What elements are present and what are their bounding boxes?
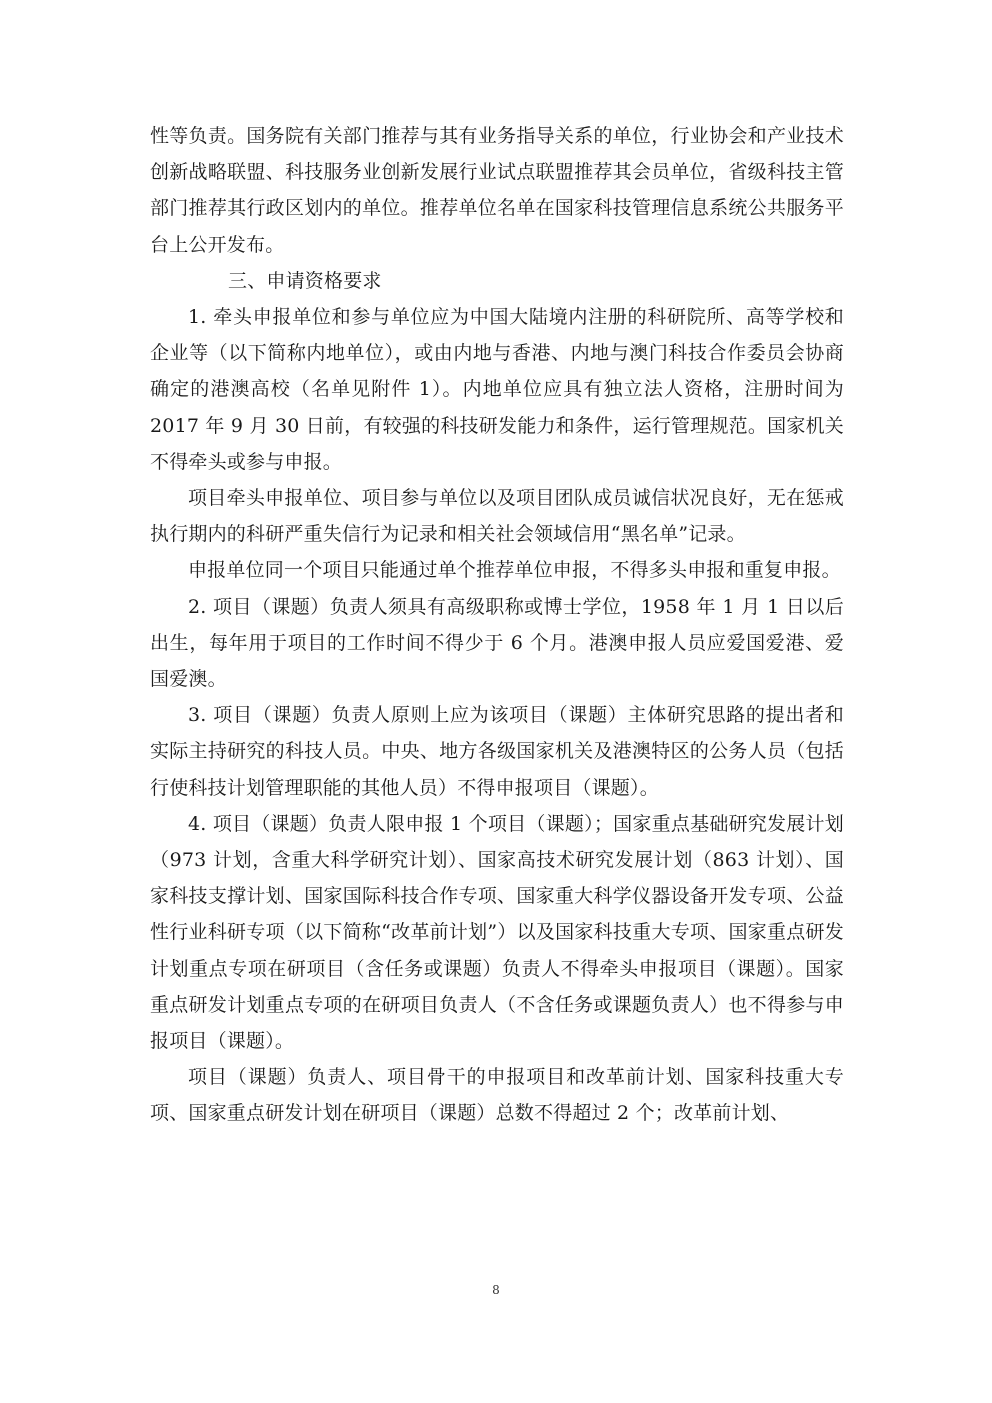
paragraph-item-4: 4. 项目（课题）负责人限申报 1 个项目（课题）；国家重点基础研究发展计划（973 计划，含重大科学研究计划）、国家高技术研究发展计划（863 计划）、国家科技支撑计划、国家国际科技合作专项、国家重大科学仪器设备开发专项、公益性行业科研专项（以下简称“改革前计划”）以及国家科技重大专项、国家重点研发计划重点专项在研项目（含任务或课题）负责人不得牵头申报项目（课题）。国家重点研发计划重点专项的在研项目负责人（不含任务或课题负责人）也不得参与申报项目（课题）。	[150, 812, 844, 1053]
paragraph-integrity: 项目牵头申报单位、项目参与单位以及项目团队成员诚信状况良好，无在惩戒执行期内的科研严重失信行为记录和相关社会领域信用“黑名单”记录。	[150, 487, 844, 546]
paragraph-item-1: 1. 牵头申报单位和参与单位应为中国大陆境内注册的科研院所、高等学校和企业等（以下简称内地单位），或由内地与香港、内地与澳门科技合作委员会协商确定的港澳高校（名单见附件 1）。内地单位应具有独立法人资格，注册时间为 2017 年 9 月 30 日前，有较强的科技研发能力和条件，运行管理规范。国家机关不得牵头或参与申报。	[150, 306, 844, 473]
paragraph-single-recommendation: 申报单位同一个项目只能通过单个推荐单位申报，不得多头申报和重复申报。	[188, 559, 841, 582]
paragraph-item-3: 3. 项目（课题）负责人原则上应为该项目（课题）主体研究思路的提出者和实际主持研究的科技人员。中央、地方各级国家机关及港澳特区的公务人员（包括行使科技计划管理职能的其他人员）不得申报项目（课题）。	[150, 704, 844, 799]
paragraph-continuation: 性等负责。国务院有关部门推荐与其有业务指导关系的单位，行业协会和产业技术创新战略联盟、科技服务业创新发展行业试点联盟推荐其会员单位，省级科技主管部门推荐其行政区划内的单位。推荐单位名单在国家科技管理信息系统公共服务平台上公开发布。	[150, 125, 844, 256]
paragraph-project-limit: 项目（课题）负责人、项目骨干的申报项目和改革前计划、国家科技重大专项、国家重点研发计划在研项目（课题）总数不得超过 2 个；改革前计划、	[150, 1066, 844, 1125]
document-body	[150, 118, 844, 1132]
section-heading: 三、申请资格要求	[228, 269, 382, 292]
page-number: 8	[492, 1283, 500, 1297]
paragraph-item-2: 2. 项目（课题）负责人须具有高级职称或博士学位，1958 年 1 月 1 日以后出生，每年用于项目的工作时间不得少于 6 个月。港澳申报人员应爱国爱港、爱国爱澳。	[150, 595, 844, 691]
